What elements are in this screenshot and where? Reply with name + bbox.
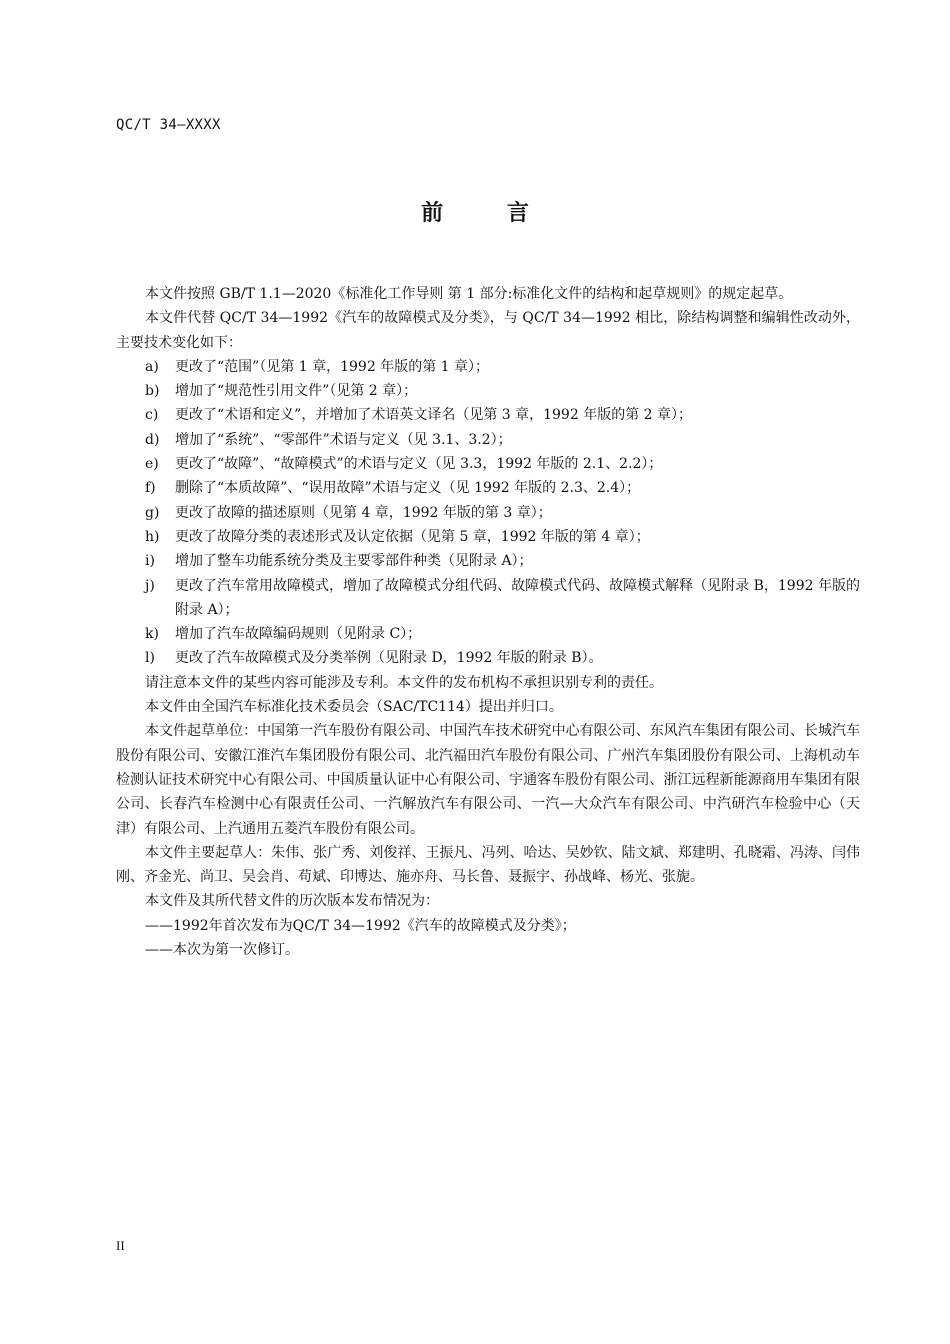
paragraph-drafting-rule: 本文件按照 GB/T 1.1—2020《标准化工作导则 第 1 部分:标准化文件的结构和起草规则》的规定起草。	[145, 286, 793, 302]
list-item-text: 更改了汽车故障模式及分类举例（见附录 D，1992 年版的附录 B）。	[175, 650, 603, 667]
list-item-label: c)	[145, 407, 159, 424]
list-item	[116, 476, 860, 500]
list-item-text: 更改了故障的描述原则（见第 4 章，1992 年版的第 3 章）；	[175, 504, 552, 521]
list-item-label: i)	[145, 553, 155, 570]
list-item	[116, 525, 860, 549]
list-item-label: h)	[145, 528, 160, 545]
list-item-label: e)	[145, 456, 159, 473]
paragraph-replacement: 本文件代替 QC/T 34—1992《汽车的故障模式及分类》，与 QC/T 34—1992 相比，除结构调整和编辑性改动外，主要技术变化如下：	[116, 310, 860, 351]
list-item-text: 更改了“范围”（见第 1 章，1992 年版的第 1 章）；	[175, 358, 490, 375]
list-item-label: d)	[145, 431, 160, 448]
list-item	[116, 646, 860, 670]
list-item	[116, 549, 860, 573]
list-item-label: l)	[145, 650, 155, 667]
page-number: II	[116, 1238, 125, 1253]
list-item-text: 更改了“故障”、“故障模式”的术语与定义（见 3.3，1992 年版的 2.1、2.2）；	[175, 456, 663, 473]
paragraph-history-intro: 本文件及其所代替文件的历次版本发布情况为：	[145, 893, 439, 910]
list-item-text: 更改了汽车常用故障模式，增加了故障模式分组代码、故障模式代码、故障模式解释（见附录 B，1992 年版的附录 A）；	[175, 577, 860, 618]
list-item-text: 增加了汽车故障编码规则（见附录 C）；	[175, 626, 422, 643]
page-title: 前 言	[421, 201, 557, 226]
paragraph-drafting-units: 本文件起草单位：中国第一汽车股份有限公司、中国汽车技术研究中心有限公司、东风汽车集团有限公司、长城汽车股份有限公司、安徽江淮汽车集团股份有限公司、北汽福田汽车股份有限公司、广州汽车集团股份有限公司、上海机动车检测认证技术研究中心有限公司、中国质量认证中心有限公司、宇通客车股份有限公司、浙江远程新能源商用车集团有限公司、长春汽车检测中心有限责任公司、一汽解放汽车有限公司、一汽—大众汽车有限公司、中汽研汽车检验中心（天津）有限公司、上汽通用五菱汽车股份有限公司。	[116, 723, 860, 837]
foreword-body	[116, 282, 860, 962]
list-item-label: j)	[145, 577, 155, 594]
document-code: QC/T 34—XXXX	[116, 117, 221, 133]
list-item-label: k)	[145, 626, 159, 643]
history-item: ——本次为第一次修订。	[145, 942, 299, 959]
list-item-label: b)	[145, 383, 160, 400]
list-item-text: 增加了“规范性引用文件”（见第 2 章）；	[175, 383, 418, 400]
list-item-text: 删除了“本质故障”、“误用故障”术语与定义（见 1992 年版的 2.3、2.4）；	[175, 480, 641, 497]
list-item	[116, 452, 860, 476]
list-item-text: 更改了“术语和定义”，并增加了术语英文译名（见第 3 章，1992 年版的第 2 章）；	[175, 407, 693, 424]
list-item-text: 增加了整车功能系统分类及主要零部件种类（见附录 A）；	[175, 553, 533, 570]
paragraph-patent-notice: 请注意本文件的某些内容可能涉及专利。本文件的发布机构不承担识别专利的责任。	[145, 674, 663, 691]
list-item	[116, 403, 860, 427]
list-item-label: a)	[145, 358, 159, 375]
list-item	[116, 355, 860, 379]
paragraph-proposer: 本文件由全国汽车标准化技术委员会（SAC/TC114）提出并归口。	[145, 699, 563, 716]
history-item: ——1992年首次发布为QC/T 34—1992《汽车的故障模式及分类》；	[145, 917, 576, 934]
list-item-label: f)	[145, 480, 156, 497]
changes-list	[116, 355, 860, 671]
list-item-text: 增加了“系统”、“零部件”术语与定义（见 3.1、3.2）；	[175, 431, 512, 448]
list-item	[116, 379, 860, 403]
list-item	[116, 501, 860, 525]
list-item	[116, 622, 860, 646]
paragraph-drafters: 本文件主要起草人：朱伟、张广秀、刘俊祥、王振凡、冯列、哈达、吴妙钦、陆文斌、郑建明、孔晓霜、冯涛、闫伟刚、齐金光、尚卫、吴会肖、苟斌、印博达、施亦舟、马长鲁、聂振宇、孙战峰、杨光、张旎。	[116, 844, 860, 886]
list-item	[116, 428, 860, 452]
list-item-label: g)	[145, 504, 160, 521]
list-item	[116, 574, 860, 623]
list-item-text: 更改了故障分类的表述形式及认定依据（见第 5 章，1992 年版的第 4 章）；	[175, 528, 650, 545]
